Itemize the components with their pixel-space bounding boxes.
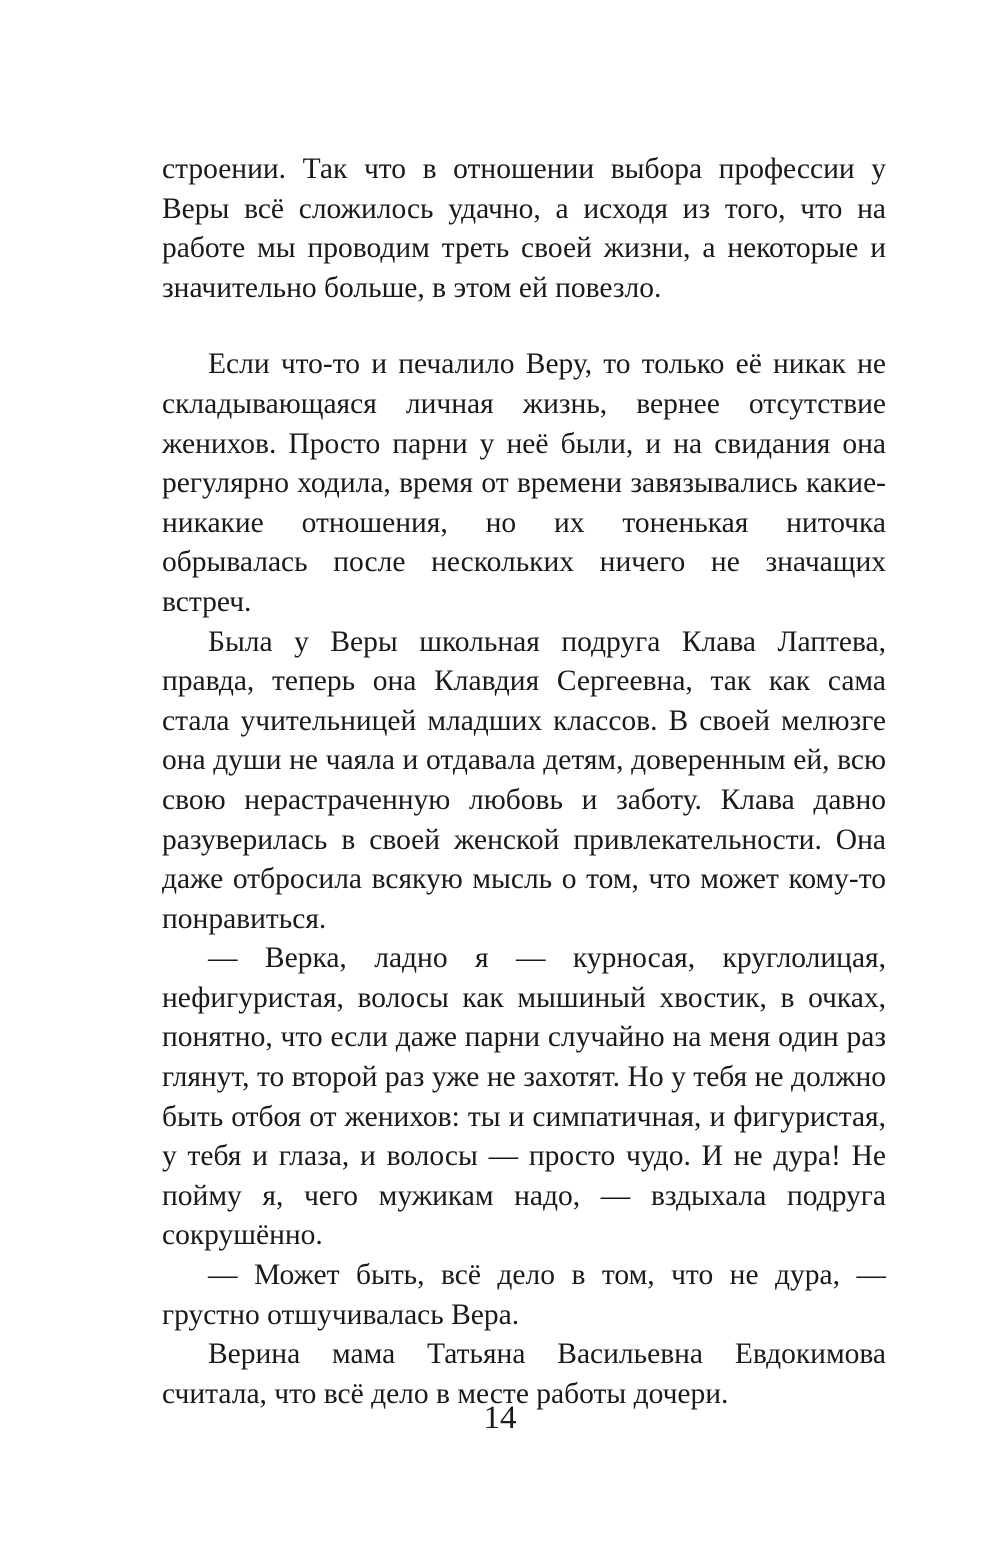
section-break — [162, 308, 886, 345]
paragraph-continued: строении. Так что в отношении выбора профессии у Веры всё сложилось удачно, а исходя из того, что на работе мы проводим треть своей жизни, а некоторые и значительно больше, в этом ей повезло. — [162, 153, 886, 304]
page-body-text — [162, 150, 886, 1414]
page-number: 14 — [483, 1400, 517, 1436]
paragraph: Если что-то и печалило Веру, то только её никак не складывающаяся личная жизнь, вернее отсутствие женихов. Просто парни у неё были, и на свидания она регулярно ходила, время от времени завязывались какие-никакие отношения, но их тоненькая ниточка обрывалась после нескольких ничего не значащих встреч. — [162, 348, 886, 618]
paragraph: Была у Веры школьная подруга Клава Лаптева, правда, теперь она Клавдия Сергеевна, так как сама стала учительницей младших классов. В своей мелюзге она души не чаяла и отдавала детям, доверенным ей, всю свою нерастраченную любовь и заботу. Клава давно разуверилась в своей женской привлекательности. Она даже отбросила всякую мысль о том, что может кому-то понравиться. — [162, 625, 886, 935]
paragraph: Верина мама Татьяна Васильевна Евдокимова считала, что всё дело в месте работы дочери. — [162, 1338, 886, 1410]
paragraph-dialogue: — Верка, ладно я — курносая, круглолицая, нефигуристая, волосы как мышиный хвостик, в очках, понятно, что если даже парни случайно на меня один раз глянут, то второй раз уже не захотят. Но у тебя не должно быть отбоя от женихов: ты и симпатичная, и фигуристая, у тебя и глаза, и волосы — просто чудо. И не дура! Не пойму я, чего мужикам надо, — вздыхала подруга сокрушённо. — [162, 942, 886, 1252]
paragraph-dialogue: — Может быть, всё дело в том, что не дура, — грустно отшучивалась Вера. — [162, 1259, 886, 1331]
